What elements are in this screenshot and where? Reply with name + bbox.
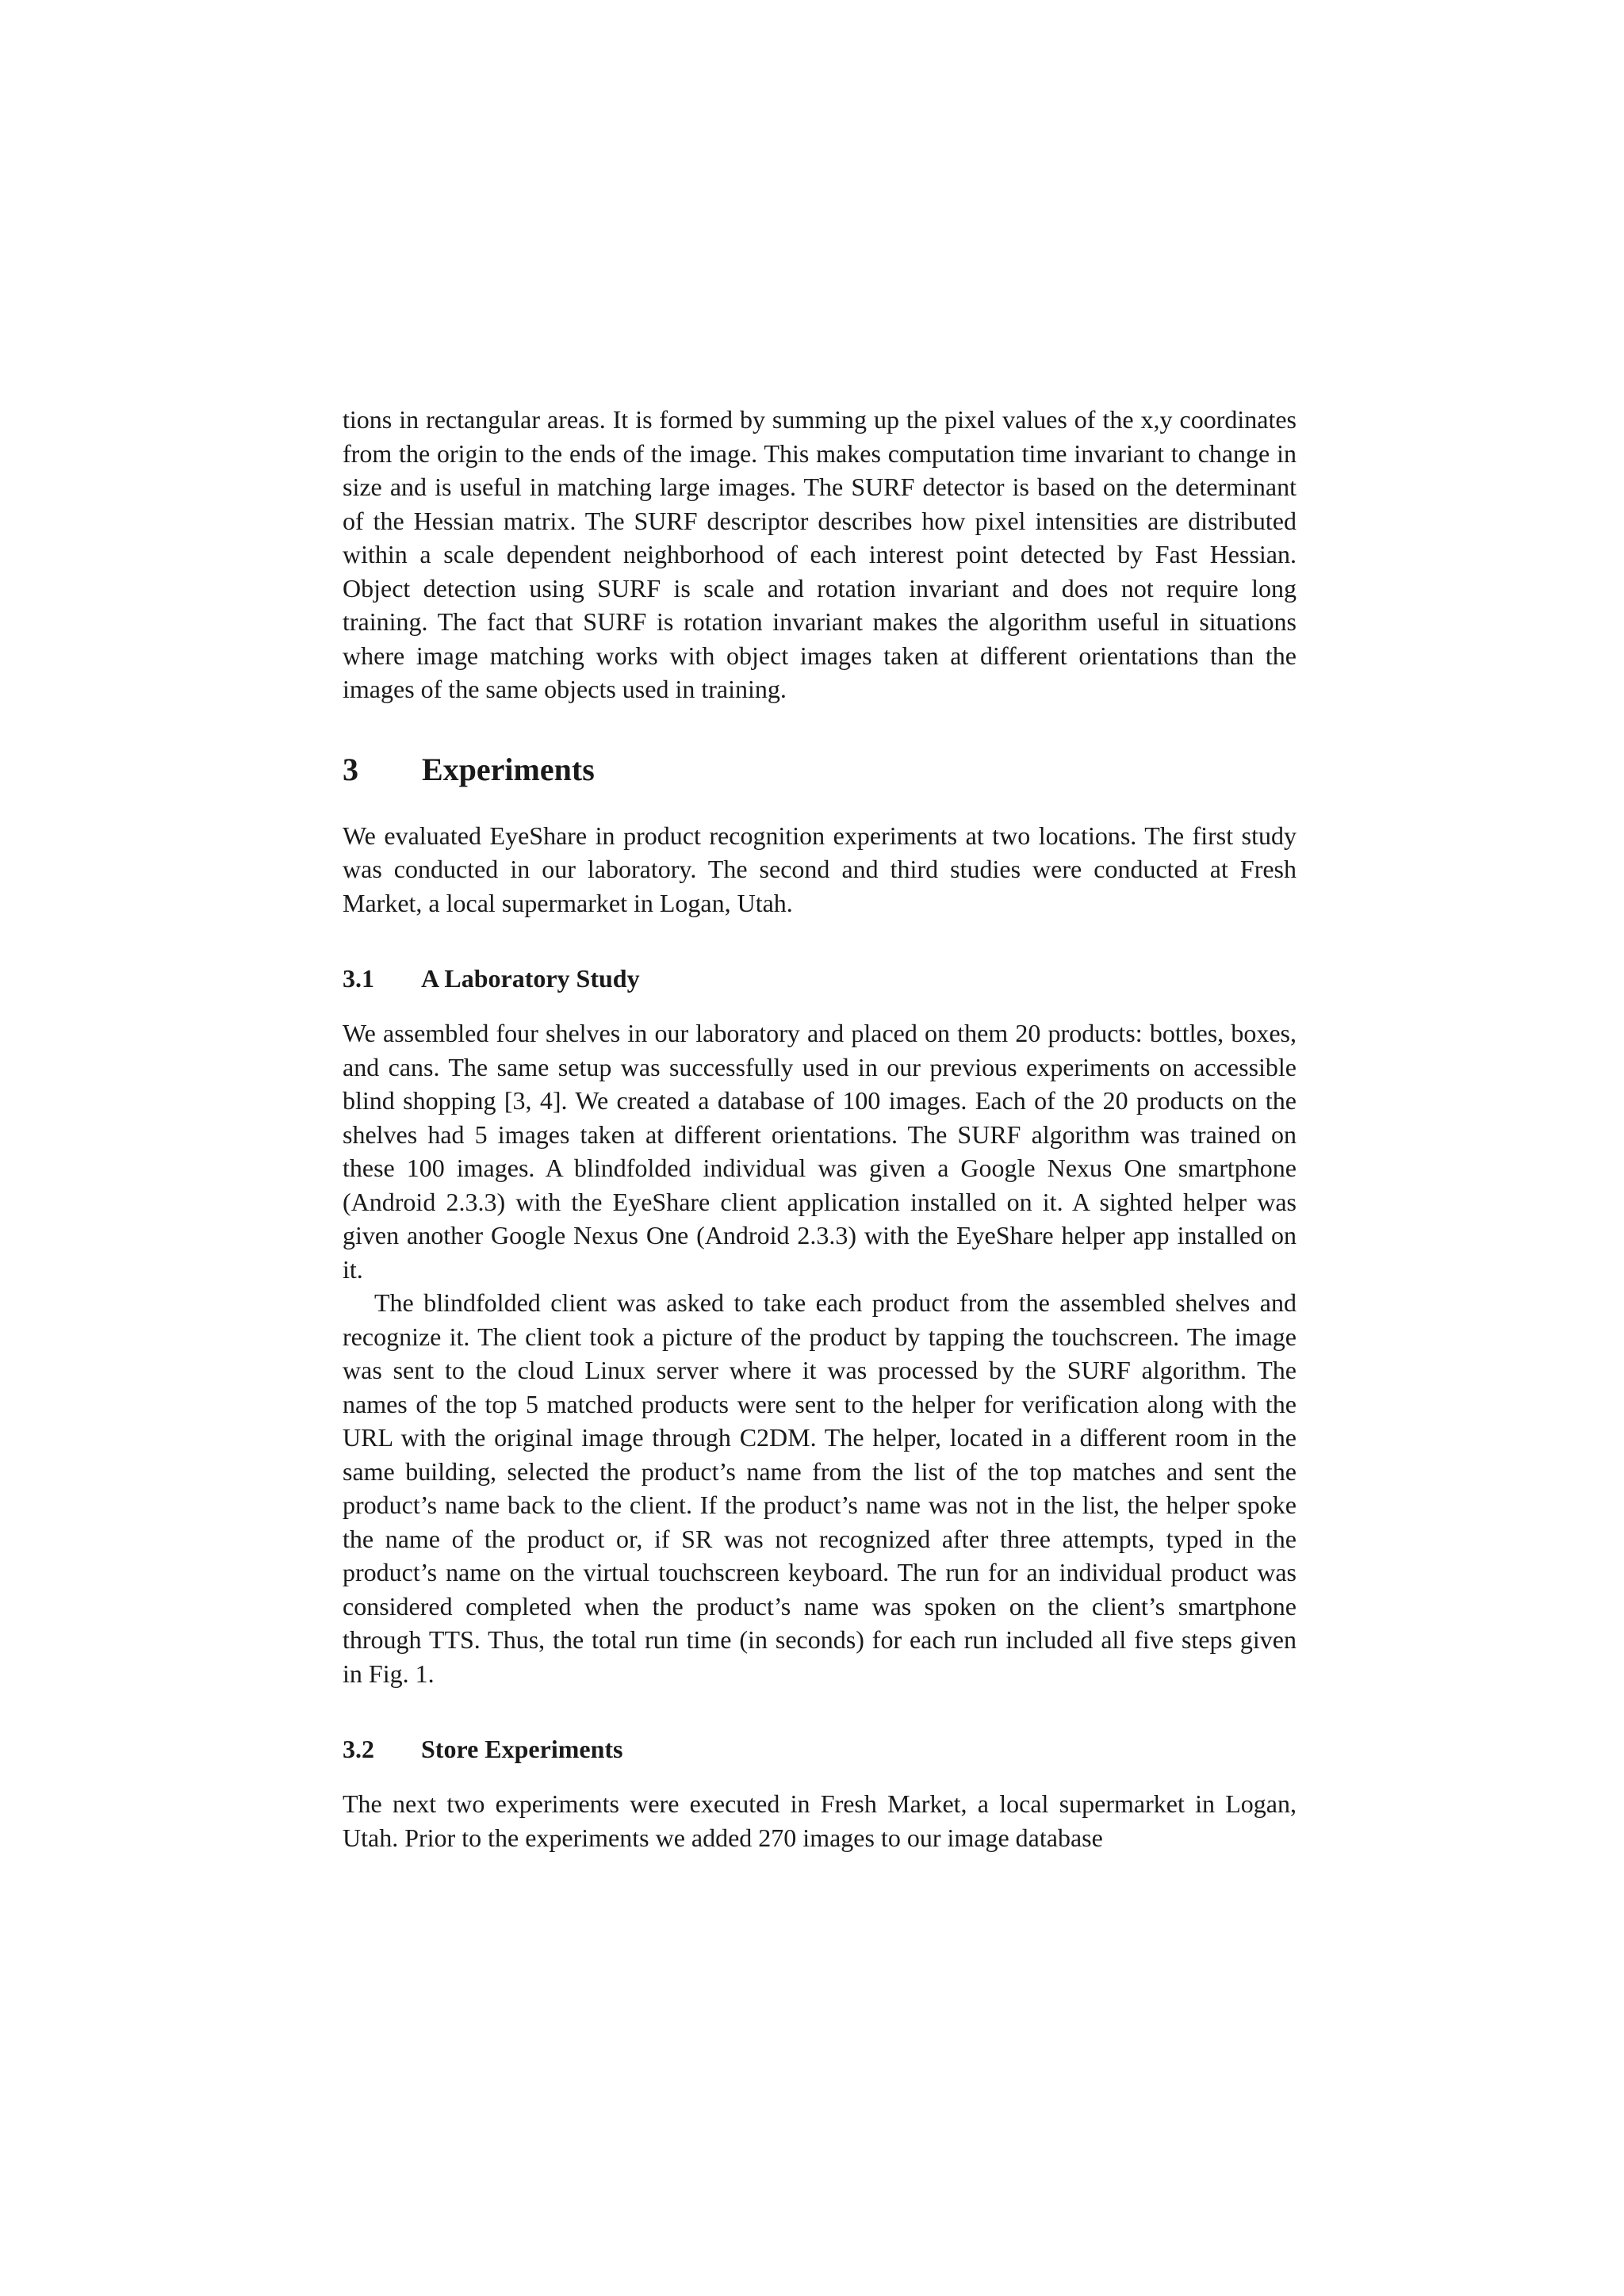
section-heading-experiments: [343, 751, 1297, 789]
paper-page: [343, 403, 1297, 1854]
subsection-title: Store Experiments: [421, 1735, 623, 1763]
subsection-number: 3.1: [343, 964, 374, 993]
subsection-heading-laboratory-study: [343, 962, 1297, 994]
intro-paragraph: tions in rectangular areas. It is formed by summing up the pixel values of the x,y coordinates from the origin to the ends of the image. This makes computation time invariant to change in size and is useful in matching large images. The SURF detector is based on the determinant of the Hessian matrix. The SURF descriptor describes how pixel intensities are distributed within a scale dependent neighborhood of each interest point detected by Fast Hessian. Object detection using SURF is scale and rotation invariant and does not require long training. The fact that SURF is rotation invariant makes the algorithm useful in situations where image matching works with object images taken at different orientations than the images of the same objects used in training.: [343, 405, 1297, 703]
subsection-title: A Laboratory Study: [421, 964, 640, 993]
laboratory-paragraph-1: We assembled four shelves in our laboratory and placed on them 20 products: bottles, boxes, and cans. The same setup was successfully used in our previous experiments on accessible blind shopping [3, 4]. We created a database of 100 images. Each of the 20 products on the shelves had 5 images taken at different orientations. The SURF algorithm was trained on these 100 images. A blindfolded individual was given a Google Nexus One smartphone (Android 2.3.3) with the EyeShare client application installed on it. A sighted helper was given another Google Nexus One (Android 2.3.3) with the EyeShare helper app installed on it.: [343, 1019, 1297, 1284]
experiments-paragraph: We evaluated EyeShare in product recognition experiments at two locations. The first study was conducted in our laboratory. The second and third studies were conducted at Fresh Market, a local supermarket in Logan, Utah.: [343, 821, 1297, 917]
section-number: 3: [343, 751, 358, 787]
store-paragraph: The next two experiments were executed in Fresh Market, a local supermarket in Logan, Utah. Prior to the experiments we added 270 images to our image database: [343, 1789, 1297, 1852]
laboratory-paragraph-2: The blindfolded client was asked to take each product from the assembled shelves and recognize it. The client took a picture of the product by tapping the touchscreen. The image was sent to the cloud Linux server where it was processed by the SURF algorithm. The names of the top 5 matched products were sent to the helper for verification along with the URL with the original image through C2DM. The helper, located in a different room in the same building, selected the product’s name from the list of the top matches and sent the product’s name back to the client. If the product’s name was not in the list, the helper spoke the name of the product or, if SR was not recognized after three attempts, typed in the product’s name on the virtual touchscreen keyboard. The run for an individual product was considered completed when the product’s name was spoken on the client’s smartphone through TTS. Thus, the total run time (in seconds) for each run included all five steps given in Fig. 1.: [343, 1288, 1297, 1688]
section-title: Experiments: [422, 751, 595, 787]
subsection-number: 3.2: [343, 1735, 374, 1763]
subsection-heading-store-experiments: [343, 1733, 1297, 1765]
